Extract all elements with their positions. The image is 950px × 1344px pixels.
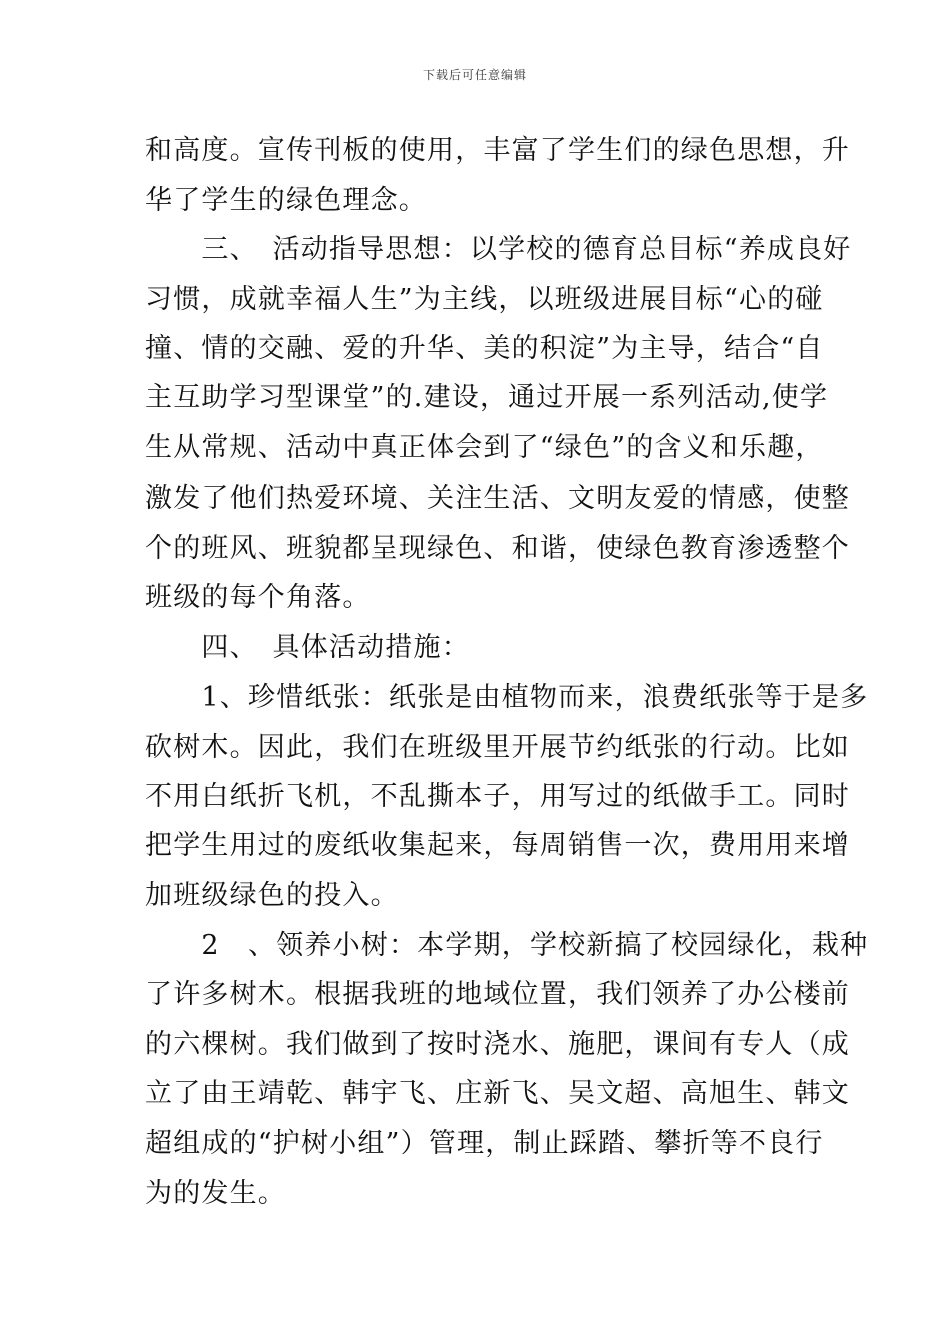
text-line: 班级的每个角落。 [145, 582, 371, 613]
text-line: 四、 具体活动措施： [145, 632, 470, 663]
text-line: 砍树木。因此，我们在班级里开展节约纸张的行动。比如 [145, 732, 850, 763]
text-line: 把学生用过的废纸收集起来，每周销售一次，费用用来增 [145, 830, 850, 861]
text-line: 华了学生的绿色理念。 [145, 185, 427, 216]
text-line: 三、 活动指导思想：以学校的德育总目标“养成良好 [145, 234, 852, 265]
text-line: 立了由王靖乾、韩宇飞、庄新飞、吴文超、高旭生、韩文 [145, 1078, 850, 1109]
text-line: 了许多树木。根据我班的地域位置，我们领养了办公楼前 [145, 979, 850, 1010]
text-line: 超组成的“护树小组”）管理，制止踩踏、攀折等不良行 [145, 1128, 824, 1159]
text-line: 加班级绿色的投入。 [145, 880, 399, 911]
text-line: 1、珍惜纸张：纸张是由植物而来，浪费纸张等于是多 [145, 682, 869, 713]
text-line: 为的发生。 [145, 1178, 286, 1209]
text-line: 的六棵树。我们做到了按时浇水、施肥，课间有专人（成 [145, 1029, 850, 1060]
text-line: 2 、领养小树：本学期，学校新搞了校园绿化，栽种 [145, 930, 869, 961]
text-line: 生从常规、活动中真正体会到了“绿色”的含义和乐趣， [145, 432, 824, 463]
text-line: 不用白纸折飞机，不乱撕本子，用写过的纸做手工。同时 [145, 781, 850, 812]
text-line: 主互助学习型课堂”的.建设，通过开展一系列活动,使学 [145, 382, 829, 413]
text-line: 习惯，成就幸福人生”为主线，以班级进展目标“心的碰 [145, 284, 824, 315]
text-line: 个的班风、班貌都呈现绿色、和谐，使绿色教育渗透整个 [145, 533, 850, 564]
text-line: 和高度。宣传刊板的使用，丰富了学生们的绿色思想，升 [145, 135, 850, 166]
header-note: 下载后可任意编辑 [422, 68, 527, 82]
text-line: 撞、情的交融、爱的升华、美的积淀”为主导，结合“自 [145, 333, 824, 364]
text-line: 激发了他们热爱环境、关注生活、文明友爱的情感，使整 [145, 483, 850, 514]
